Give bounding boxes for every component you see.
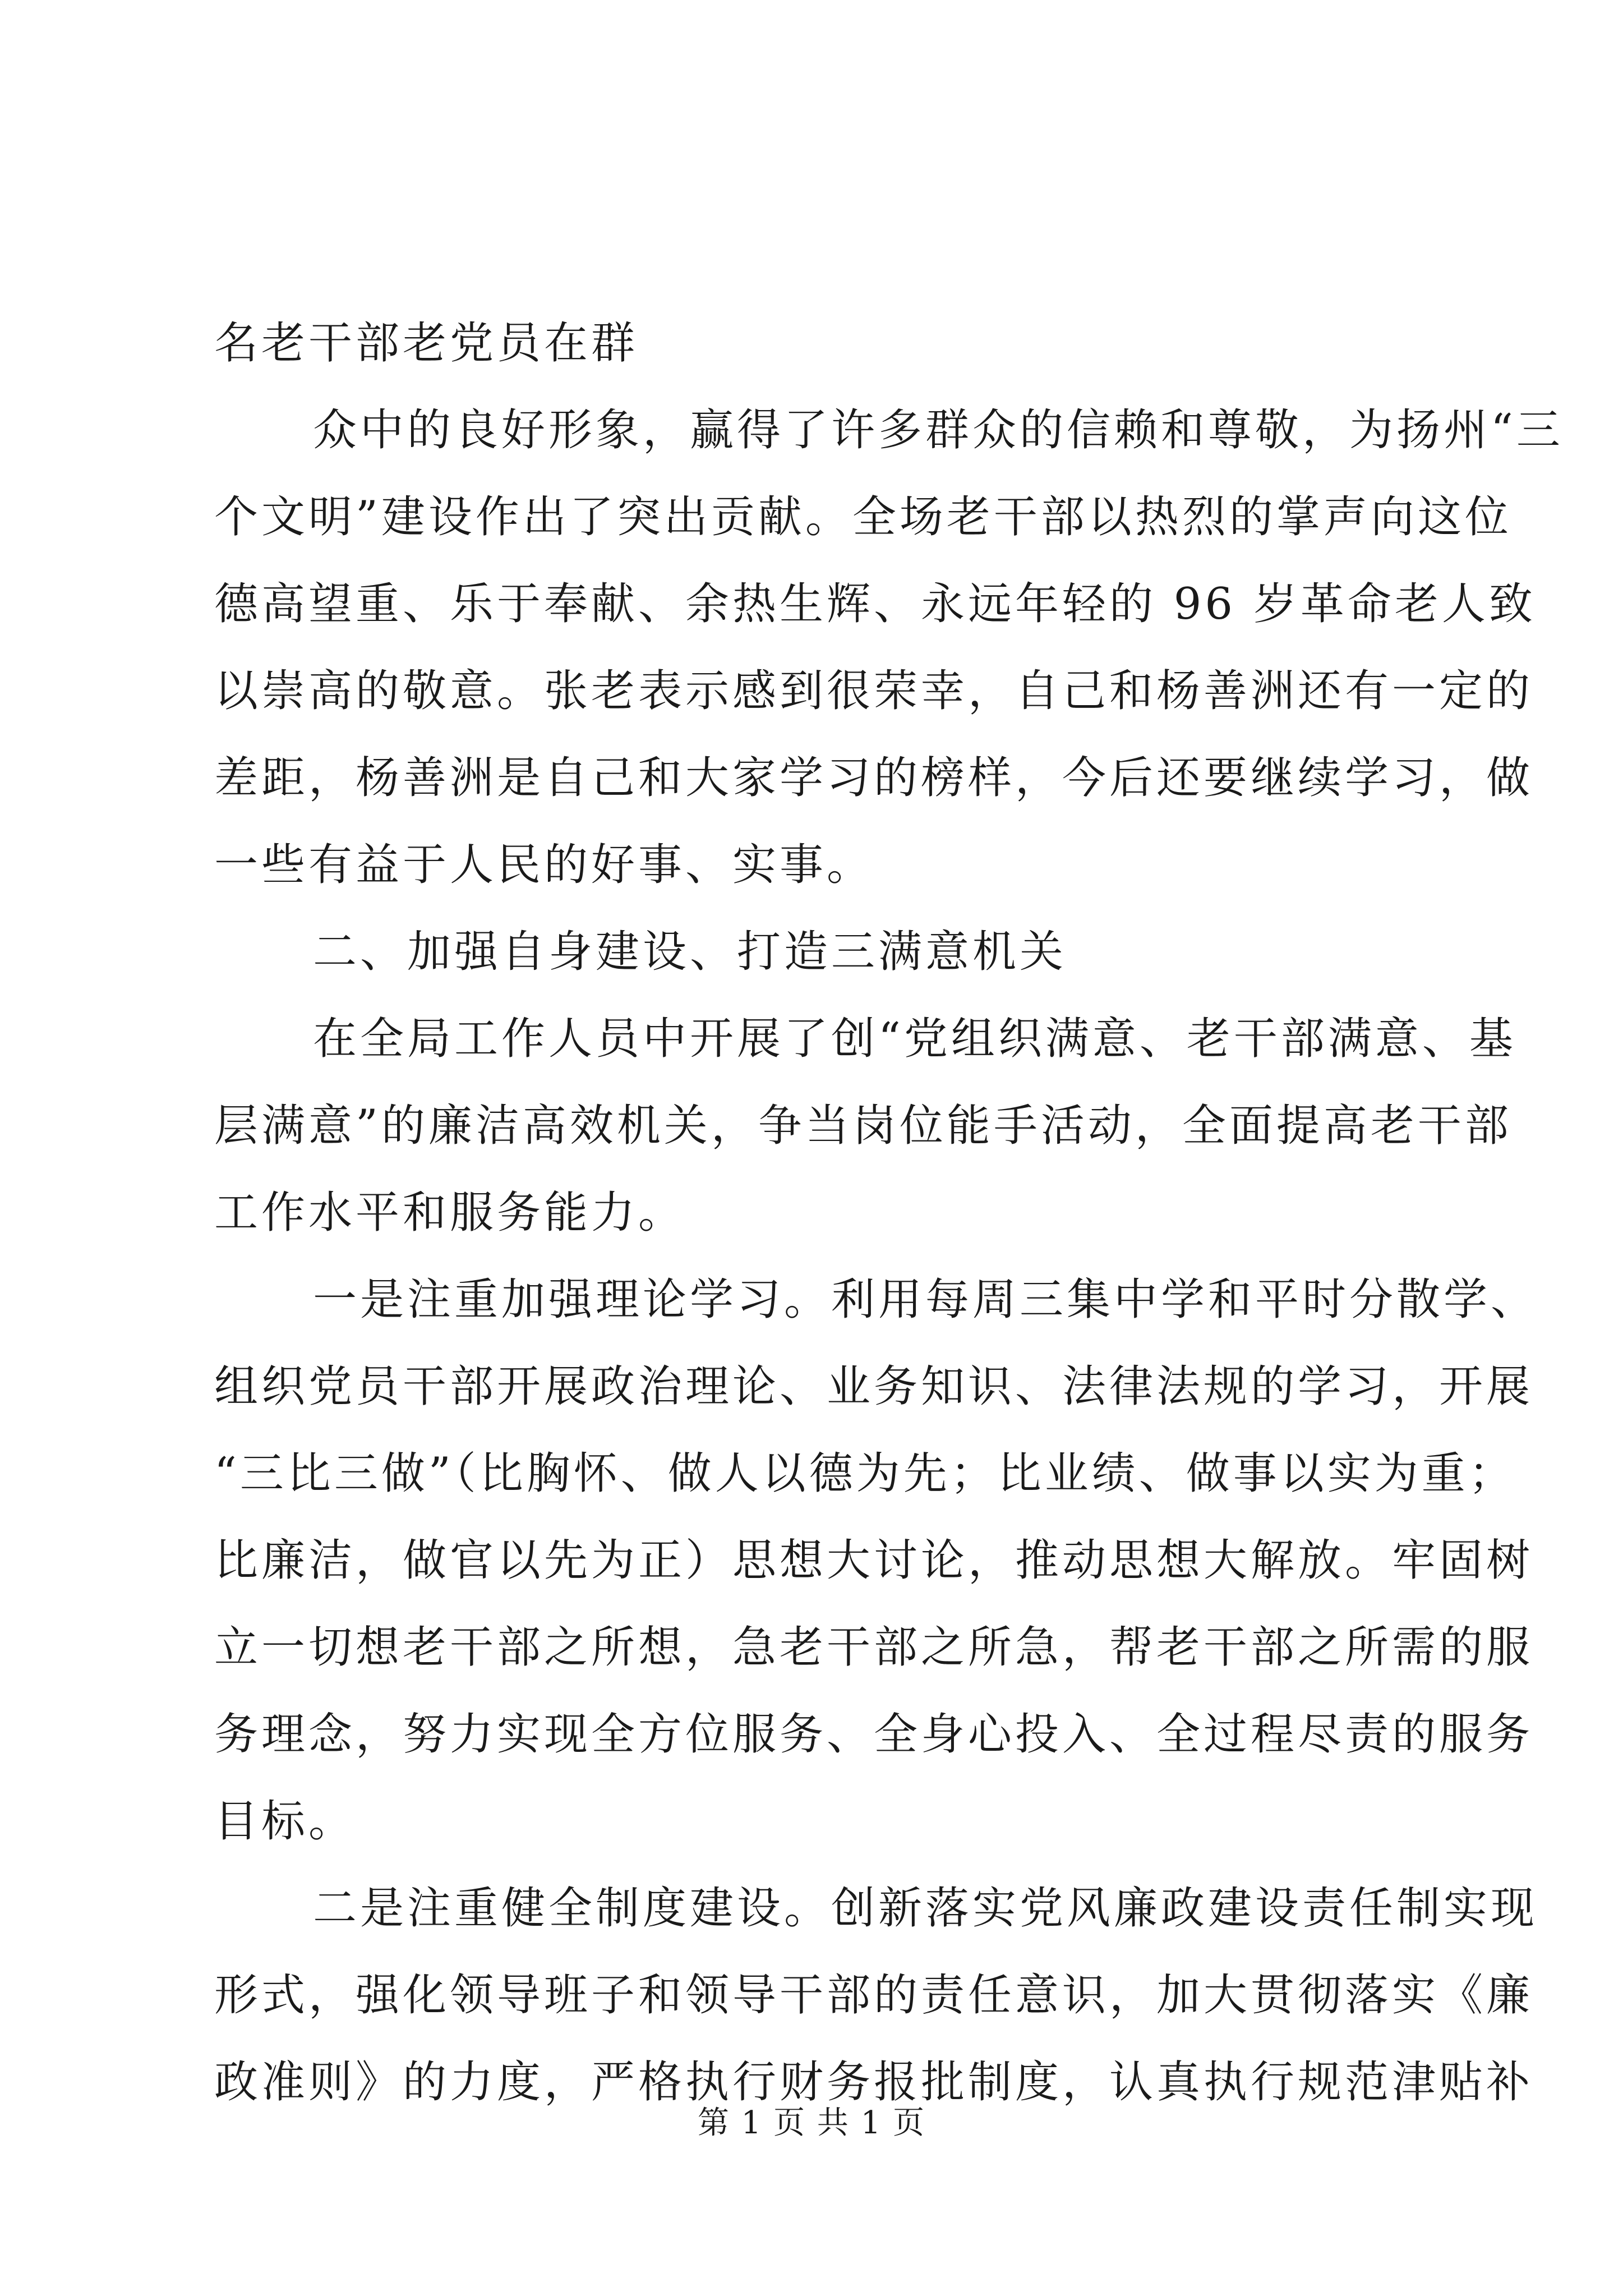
text-line: 差距，杨善洲是自己和大家学习的榜样，今后还要继续学习，做 bbox=[214, 753, 1534, 803]
text-line: 一是注重加强理论学习。利用每周三集中学和平时分散学、 bbox=[313, 1274, 1538, 1325]
text-line: “三比三做”（比胸怀、做人以德为先；比业绩、做事以实为重； bbox=[214, 1448, 1516, 1499]
text-line: 比廉洁，做官以先为正）思想大讨论，推动思想大解放。牢固树 bbox=[214, 1535, 1534, 1586]
text-line: 二是注重健全制度建设。创新落实党风廉政建设责任制实现 bbox=[313, 1883, 1538, 1934]
text-line: 工作水平和服务能力。 bbox=[214, 1188, 686, 1238]
text-line: 以崇高的敬意。张老表示感到很荣幸，自己和杨善洲还有一定的 bbox=[214, 666, 1534, 716]
text-line: 个文明”建设作出了突出贡献。全场老干部以热烈的掌声向这位 bbox=[214, 492, 1512, 542]
text-line: 层满意”的廉洁高效机关，争当岗位能手活动，全面提高老干部 bbox=[214, 1101, 1512, 1151]
text-line: 形式，强化领导班子和领导干部的责任意识，加大贯彻落实《廉 bbox=[214, 1970, 1534, 2021]
section-heading: 二、加强自身建设、打造三满意机关 bbox=[313, 927, 1067, 977]
text-line: 在全局工作人员中开展了创“党组织满意、老干部满意、基 bbox=[313, 1014, 1516, 1064]
text-line: 立一切想老干部之所想，急老干部之所急，帮老干部之所需的服 bbox=[214, 1622, 1534, 1673]
text-line: 组织党员干部开展政治理论、业务知识、法律法规的学习，开展 bbox=[214, 1361, 1534, 1412]
page-footer: 第 1 页 共 1 页 bbox=[697, 2105, 926, 2141]
text-line: 一些有益于人民的好事、实事。 bbox=[214, 840, 874, 890]
text-line: 政准则》的力度，严格执行财务报批制度，认真执行规范津贴补 bbox=[214, 2057, 1534, 2108]
text-line: 德高望重、乐于奉献、余热生辉、永远年轻的 96 岁革命老人致 bbox=[214, 579, 1536, 629]
document-body bbox=[214, 300, 1564, 2126]
text-line: 务理念，努力实现全方位服务、全身心投入、全过程尽责的服务 bbox=[214, 1709, 1534, 1760]
text-line: 众中的良好形象，赢得了许多群众的信赖和尊敬，为扬州“三 bbox=[313, 405, 1564, 455]
text-line: 名老干部老党员在群 bbox=[214, 318, 639, 369]
text-line: 目标。 bbox=[214, 1796, 356, 1847]
